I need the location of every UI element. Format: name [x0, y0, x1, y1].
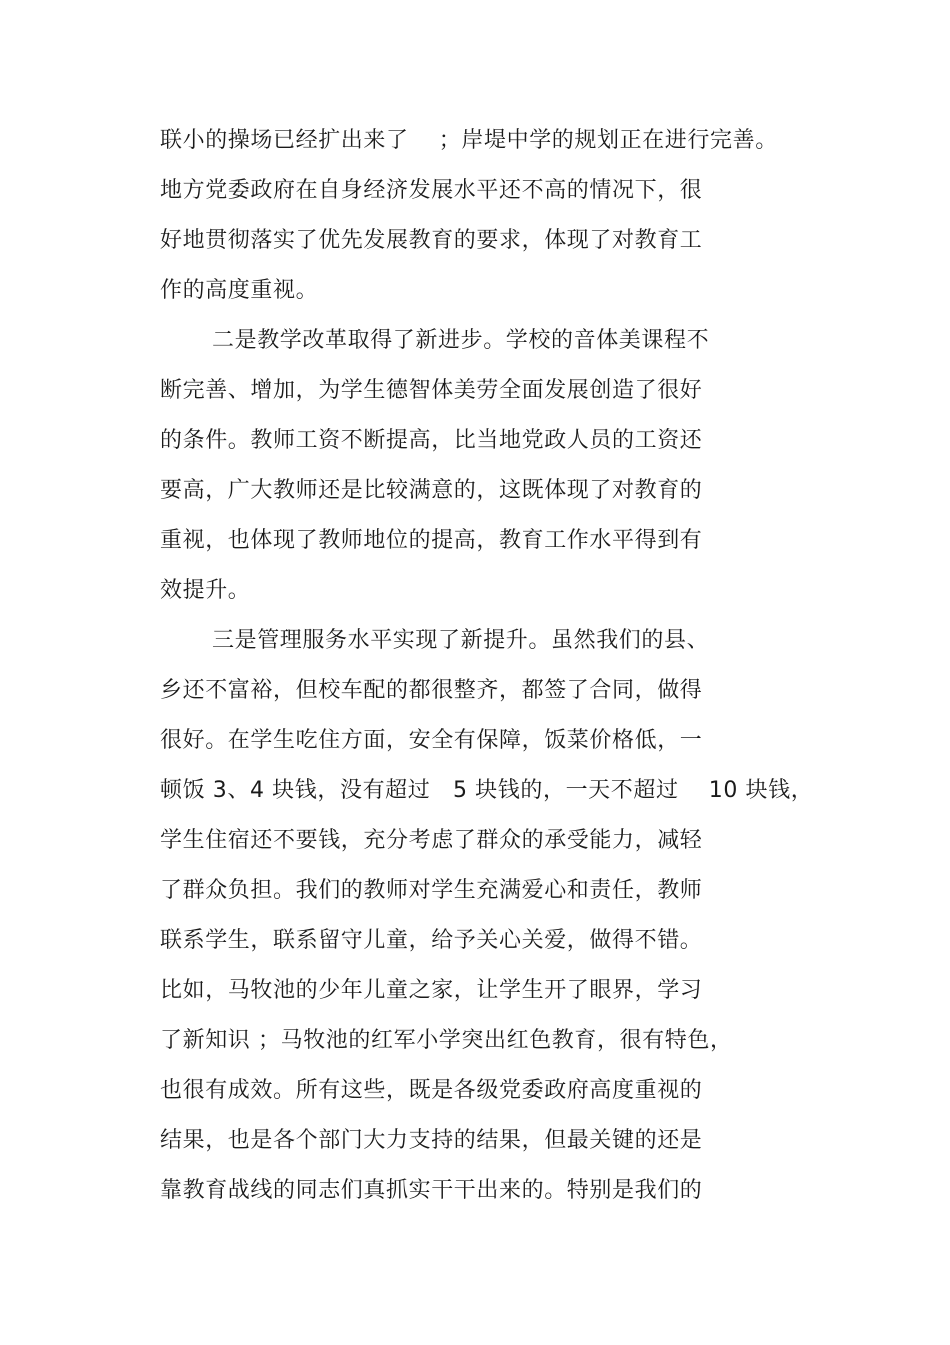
- text-line: 地方党委政府在自身经济发展水平还不高的情况下，很: [160, 178, 703, 203]
- text-line: 要高，广大教师还是比较满意的，这既体现了对教育的: [160, 478, 703, 503]
- text-line: 重视，也体现了教师地位的提高，教育工作水平得到有: [160, 528, 703, 553]
- text-line: 也很有成效。所有这些，既是各级党委政府高度重视的: [160, 1078, 703, 1103]
- text-line: 靠教育战线的同志们真抓实干干出来的。特别是我们的: [160, 1178, 703, 1203]
- text-line: 联系学生，联系留守儿童，给予关心关爱，做得不错。: [160, 928, 703, 953]
- paragraph-start: 三是管理服务水平实现了新提升。虽然我们的县、: [212, 628, 710, 653]
- text-line: 断完善、增加，为学生德智体美劳全面发展创造了很好: [160, 378, 703, 403]
- text-line: 的条件。教师工资不断提高，比当地党政人员的工资还: [160, 428, 703, 453]
- text-line: 了新知识 ；马牧池的红军小学突出红色教育，很有特色，: [160, 1028, 733, 1053]
- text-line: 顿饭 3、4 块钱，没有超过 5 块钱的，一天不超过 10 块钱，: [160, 778, 814, 803]
- text-line: 乡还不富裕，但校车配的都很整齐，都签了合同，做得: [160, 678, 703, 703]
- paragraph-start: 二是教学改革取得了新进步。学校的音体美课程不: [212, 328, 710, 353]
- text-line: 了群众负担。我们的教师对学生充满爱心和责任，教师: [160, 878, 703, 903]
- text-line: 作的高度重视。: [160, 278, 319, 303]
- text-line: 联小的操场已经扩出来了 ；岸堤中学的规划正在进行完善。: [160, 128, 778, 153]
- text-line: 好地贯彻落实了优先发展教育的要求，体现了对教育工: [160, 228, 703, 253]
- text-line: 结果，也是各个部门大力支持的结果，但最关键的还是: [160, 1128, 703, 1153]
- text-line: 比如，马牧池的少年儿童之家，让学生开了眼界，学习: [160, 978, 703, 1003]
- text-line: 效提升。: [160, 578, 251, 603]
- text-line: 很好。在学生吃住方面，安全有保障，饭菜价格低，一: [160, 728, 703, 753]
- text-line: 学生住宿还不要钱，充分考虑了群众的承受能力，减轻: [160, 828, 703, 853]
